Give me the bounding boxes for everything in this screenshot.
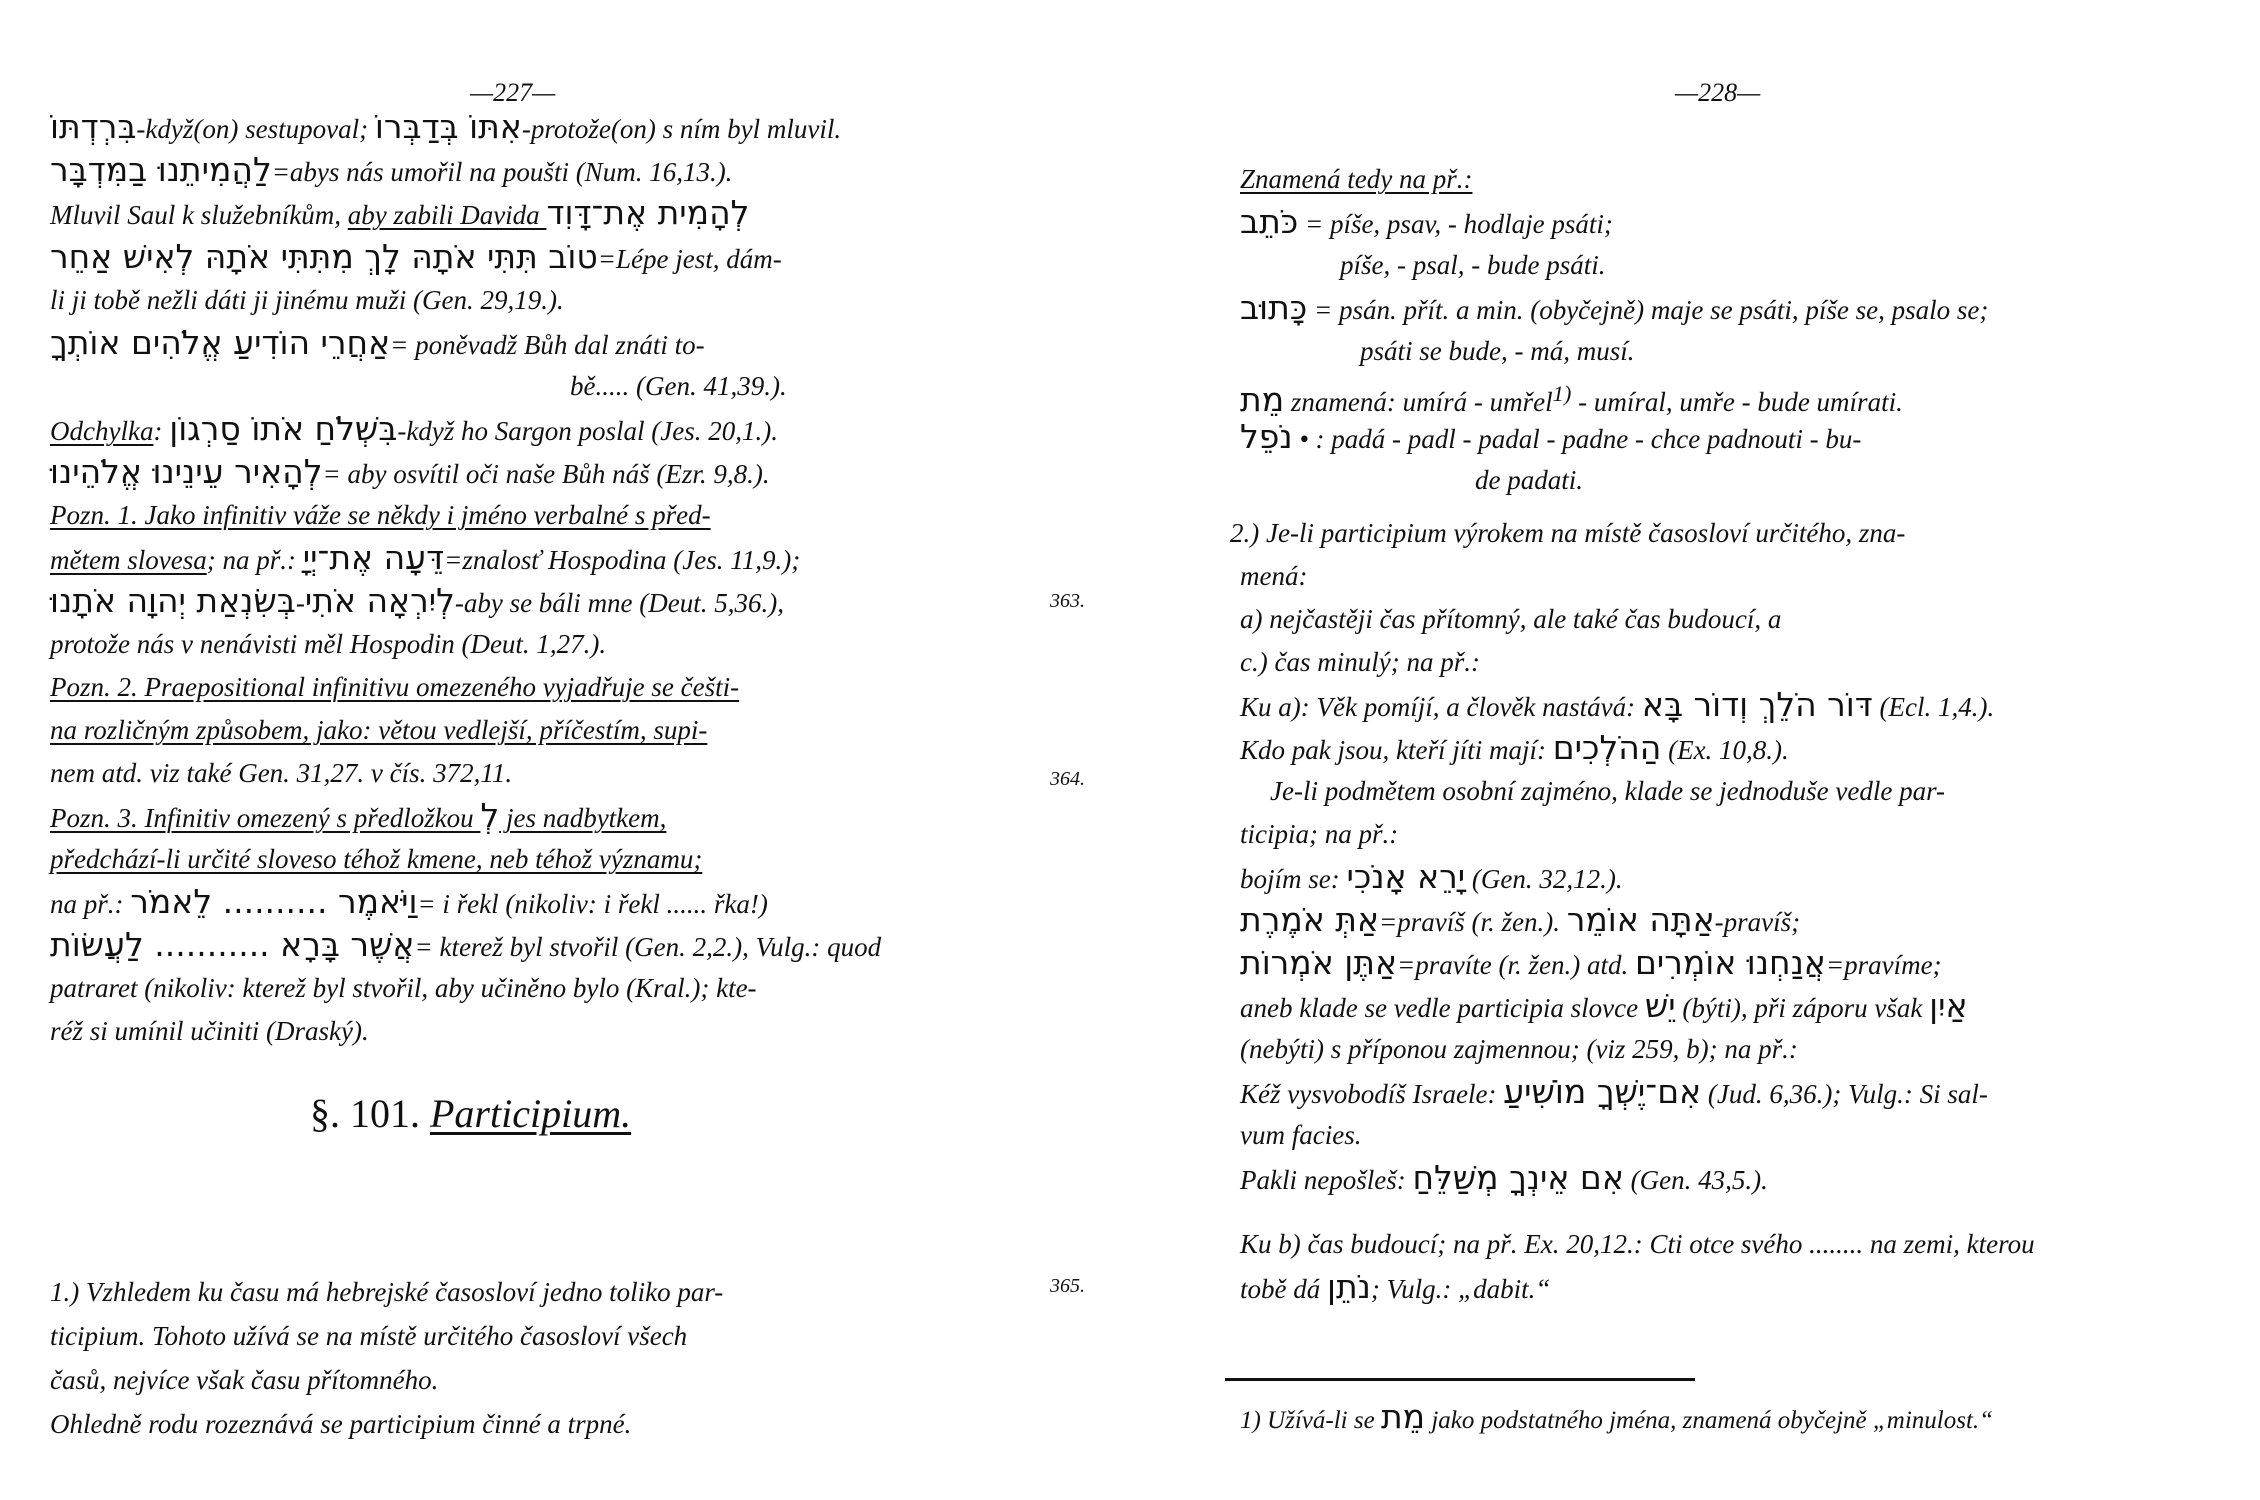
text-line: píše, - psal, - bude psáti. [1340,250,1606,280]
text-line: Pakli nepošleš: אִם אֵינְךָ מְשַׁלֵּחַ (Gen. 43,5.). [1240,1158,1768,1197]
text-line: Ohledně rodu rozeznává se participium činné a trpné. [50,1409,632,1439]
hebrew-text: כֹּתֵב [1240,202,1299,241]
text-line: ticipium. Tohoto užívá se na místě určitého časosloví všech [50,1321,688,1351]
text-line: 1.) Vzhledem ku času má hebrejské časosloví jedno toliko par- [50,1277,724,1307]
text-line: 2.) Je-li participium výrokem na místě časosloví určitého, zna- [1230,518,1906,548]
hebrew-text: כָּתוּב [1240,288,1308,327]
text-line: aneb klade se vedle participia slovce יֵשׁ (býti), při záporu však אַיִן [1240,986,1968,1025]
text-line: Kdo pak jsou, kteří jíti mají: הַהֹלְכִים (Ex. 10,8.). [1240,728,1789,767]
text-line: מֵת znamená: umírá - umřel$^{1)}$ - umíral, umře - bude umírati. [1240,380,1903,419]
text-line: na rozličným způsobem, jako: větou vedlejší, příčestím, supi- [50,715,708,745]
hebrew-text: מֵת [1240,380,1285,419]
hebrew-text: אֲשֶׁר בָּרָא ........... לַעֲשׂוֹת [50,925,415,964]
text-line: Pozn. 2. Praepositional infinitivu omezeného vyjadřuje se češti- [50,672,740,702]
text-line: אֲשֶׁר בָּרָא ........... לַעֲשׂוֹת= kterež byl stvořil (Gen. 2,2.), Vulg.: quod [50,925,882,964]
hebrew-text: אַתָּה אוֹמֵר [1566,900,1715,939]
text-line: bojím se: יָרֵא אָנֹכִי (Gen. 32,12.). [1240,857,1623,896]
text-line: Mluvil Saul k služebníkům, aby zabili Davida לְהָמִית אֶת־דָּוִד [50,193,750,232]
text-line: בִּרְדְתּוֹ-když(on) sestupoval; אִתּוֹ בְּדַבְּרוֹ-protože(on) s ním byl mluvil. [50,107,842,146]
hebrew-text: דֵּעָה אֶת־יְיָ [302,538,445,577]
hebrew-text: יָרֵא אָנֹכִי [1346,857,1466,896]
hebrew-text: אַיִן [1929,986,1968,1025]
text-line: טוֹב תִּתִּי אֹתָהּ לָךְ מִתִּתִּי אֹתָהּ לְאִישׁ אַחֵר=Lépe jest, dám- [50,237,782,276]
footnote-divider [1225,1378,1695,1381]
text-line: li ji tobě nežli dáti ji jinému muži (Gen. 29,19.). [50,285,564,315]
text-line: ticipia; na př.: [1240,819,1399,849]
text-line: na př.: וַיֹּאמֶר .......... לֵאמֹר= i řekl (nikoliv: i řekl ...... řka!) [50,882,768,921]
hebrew-text: דּוֹר הֹלֵךְ וְדוֹר בָּא [1641,685,1873,724]
text-line: de padati. [1475,465,1583,495]
text-line: בְּשִׂנְאַת יְהוָה אֹתָנוּ-לְיִרְאָה אֹתִי-aby se báli mne (Deut. 5,36.), [50,581,785,620]
text-line: (nebýti) s příponou zajmennou; (viz 259, b); na př.: [1240,1034,1798,1064]
hebrew-text: לְ [480,796,500,835]
hebrew-text: וַיֹּאמֶר .......... לֵאמֹר [130,882,418,921]
hebrew-text: לַהֲמִיתֵנוּ בַמִּדְבָּר [50,150,272,189]
text-line: Pozn. 3. Infinitiv omezený s předložkou לְ jes nadbytkem, [50,796,667,835]
hebrew-text: טוֹב תִּתִּי אֹתָהּ לָךְ מִתִּתִּי אֹתָהּ לְאִישׁ אַחֵר [50,237,598,276]
section-heading: §. 101. Participium. [310,1091,632,1136]
text-line: c.) čas minulý; na př.: [1240,647,1480,677]
text-line: Ku a): Věk pomíjí, a člověk nastává: דּוֹר הֹלֵךְ וְדוֹר בָּא (Ecl. 1,4.). [1240,685,1995,724]
margin-number: 363. [1050,590,1085,612]
text-line: Znamená tedy na př.: [1240,164,1473,194]
text-line: אַתְּ אֹמֶרֶת=pravíš (r. žen.). אַתָּה אוֹמֵר-pravíš; [1240,900,1801,939]
footnote: 1) Užívá-li se מֵת jako podstatného jména, znamená obyčejně „minulost.“ [1240,1397,1994,1436]
text-line: mětem slovesa; na př.: דֵּעָה אֶת־יְיָ=znalosť Hospodina (Jes. 11,9.); [50,538,801,577]
text-line: Pozn. 1. Jako infinitiv váže se někdy i jméno verbalné s před- [50,500,711,530]
text-line: réž si umínil učiniti (Draský). [50,1016,369,1046]
margin-number: 365. [1050,1275,1085,1297]
text-line: Kéž vysvobodíš Israele: אִם־יֶשְׁךָ מוֹשִׁיעַ (Jud. 6,36.); Vulg.: Si sal- [1240,1072,1988,1111]
text-line: כֹּתֵב = píše, psav, - hodlaje psáti; [1240,202,1613,241]
text-line: a) nejčastěji čas přítomný, ale také čas budoucí, a [1240,604,1782,634]
text-line: Je-li podmětem osobní zajméno, klade se jednoduše vedle par- [1270,776,1946,806]
hebrew-text: מֵת [1380,1397,1426,1436]
hebrew-text: נֹפֵל [1240,417,1293,456]
text-line: אַחֲרֵי הוֹדִיעַ אֱלֹהִים אוֹתְךָ= poněvadž Bůh dal znáti to- [50,323,705,362]
text-line: tobě dá נֹתֵן; Vulg.: „dabit.“ [1240,1267,1551,1306]
text-line: předchází-li určité sloveso téhož kmene, neb téhož významu; [50,844,703,874]
hebrew-text: לְהָמִית אֶת־דָּוִד [546,193,750,232]
text-line: Odchylka: בִּשְׁלֹחַ אֹתוֹ סַרְגוֹן-když ho Sargon poslal (Jes. 20,1.). [50,409,779,448]
right-page [1130,0,2260,1500]
hebrew-text: אַתְּ אֹמֶרֶת [1240,900,1380,939]
text-line: vum facies. [1240,1120,1362,1150]
text-line: nem atd. viz také Gen. 31,27. v čís. 372,11. [50,758,513,788]
hebrew-text: לְהָאִיר עֵינֵינוּ אֱלֹהֵינוּ [50,452,323,491]
hebrew-text: נֹתֵן [1327,1267,1371,1306]
hebrew-text: אֲנַחְנוּ אוֹמְרִים [1634,943,1826,982]
hebrew-text: יֵשׁ [1644,986,1676,1025]
hebrew-text: אַחֲרֵי הוֹדִיעַ אֱלֹהִים אוֹתְךָ [50,323,391,362]
page-number: —228— [1675,78,1761,107]
text-line: bě..... (Gen. 41,39.). [570,371,787,401]
text-line: protože nás v nenávisti měl Hospodin (Deut. 1,27.). [50,629,607,659]
text-line: לַהֲמִיתֵנוּ בַמִּדְבָּר=abys nás umořil na poušti (Num. 16,13.). [50,150,733,189]
text-line: Ku b) čas budoucí; na př. Ex. 20,12.: Cti otce svého ........ na zemi, kterou [1240,1229,2035,1259]
text-line: patraret (nikoliv: kterež byl stvořil, aby učiněno bylo (Kral.); kte- [50,973,757,1003]
text-line: לְהָאִיר עֵינֵינוּ אֱלֹהֵינוּ= aby osvítil oči naše Bůh náš (Ezr. 9,8.). [50,452,770,491]
text-line: נֹפֵל • : padá - padl - padal - padne - chce padnouti - bu- [1240,417,1862,456]
hebrew-text: בְּשִׂנְאַת יְהוָה אֹתָנוּ [50,581,296,620]
hebrew-text: בִּרְדְתּוֹ [50,107,137,146]
page-number: —227— [470,78,556,107]
text-line: psáti se bude, - má, musí. [1360,336,1635,366]
footnote-marker: 1) [1552,381,1572,406]
text-line: אַתֶּן אֹמְרוֹת=pravíte (r. žen.) atd. אֲנַחְנוּ אוֹמְרִים=pravíme; [1240,943,1942,982]
margin-number: 364. [1050,768,1085,790]
text-line: časů, nejvíce však času přítomného. [50,1365,439,1395]
hebrew-text: אִתּוֹ בְּדַבְּרוֹ [374,107,522,146]
text-line: כָּתוּב = psán. přít. a min. (obyčejně) maje se psáti, píše se, psalo se; [1240,288,1989,327]
hebrew-text: לְיִרְאָה אֹתִי [304,581,455,620]
hebrew-text: הַהֹלְכִים [1552,728,1662,767]
hebrew-text: בִּשְׁלֹחַ אֹתוֹ סַרְגוֹן [169,409,398,448]
text-line: mená: [1240,561,1308,591]
hebrew-text: אִם אֵינְךָ מְשַׁלֵּחַ [1412,1158,1624,1197]
hebrew-text: אִם־יֶשְׁךָ מוֹשִׁיעַ [1503,1072,1702,1111]
hebrew-text: אַתֶּן אֹמְרוֹת [1240,943,1398,982]
